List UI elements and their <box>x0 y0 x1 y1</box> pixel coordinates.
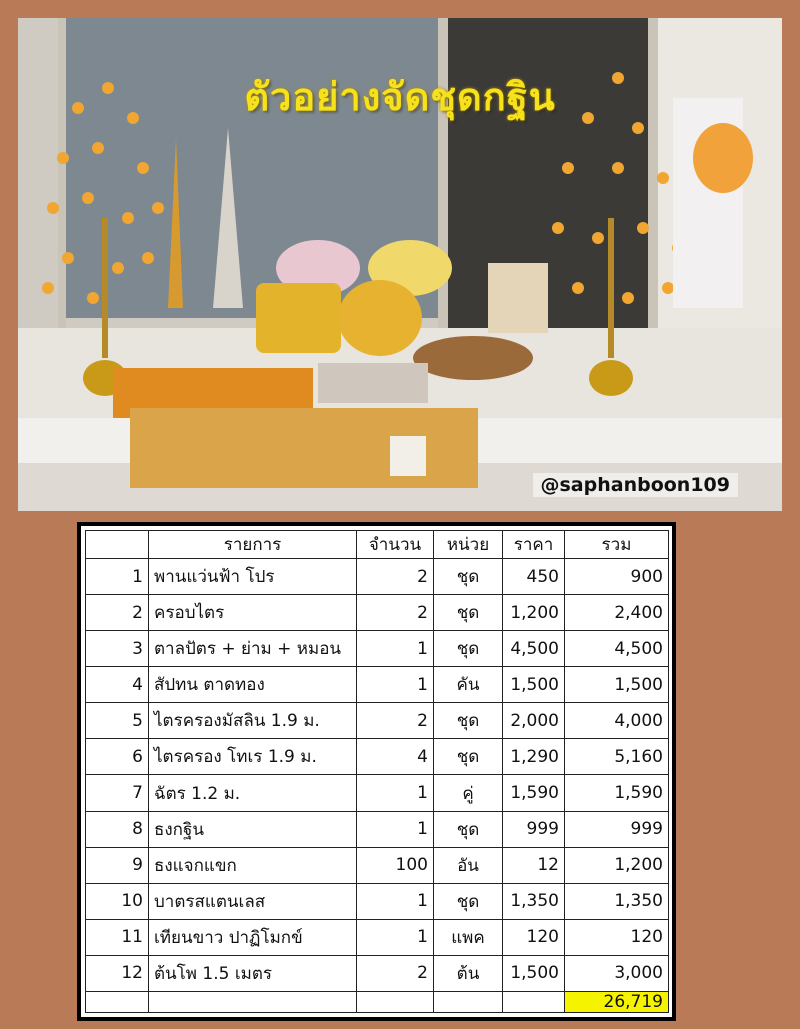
row-quantity: 1 <box>357 811 434 847</box>
header-item: รายการ <box>149 531 357 559</box>
total-empty-cell <box>357 992 434 1013</box>
row-quantity: 1 <box>357 919 434 955</box>
row-item-name: ไตรครองมัสลิน 1.9 ม. <box>149 703 357 739</box>
row-item-name: บาตรสแตนเลส <box>149 883 357 919</box>
row-price: 12 <box>503 847 565 883</box>
row-index: 11 <box>86 919 149 955</box>
row-unit: แพค <box>434 919 503 955</box>
table-row <box>86 847 669 883</box>
shop-handle: @saphanboon109 <box>533 473 739 497</box>
row-subtotal: 120 <box>565 919 669 955</box>
row-item-name: ตาลปัตร + ย่าม + หมอน <box>149 631 357 667</box>
header-price: ราคา <box>503 531 565 559</box>
header-total: รวม <box>565 531 669 559</box>
row-unit: ชุด <box>434 559 503 595</box>
row-quantity: 1 <box>357 775 434 811</box>
table-row <box>86 919 669 955</box>
row-unit: ชุด <box>434 811 503 847</box>
row-index: 12 <box>86 955 149 991</box>
row-subtotal: 1,350 <box>565 883 669 919</box>
row-index: 2 <box>86 595 149 631</box>
table-row <box>86 955 669 991</box>
row-quantity: 2 <box>357 595 434 631</box>
row-index: 7 <box>86 775 149 811</box>
row-index: 8 <box>86 811 149 847</box>
row-item-name: สัปทน ตาดทอง <box>149 667 357 703</box>
row-item-name: พานแว่นฟ้า โปร <box>149 559 357 595</box>
row-subtotal: 3,000 <box>565 955 669 991</box>
price-table-frame <box>77 522 676 1021</box>
row-subtotal: 999 <box>565 811 669 847</box>
row-subtotal: 1,500 <box>565 667 669 703</box>
total-empty-cell <box>503 992 565 1013</box>
row-unit: ชุด <box>434 703 503 739</box>
row-index: 10 <box>86 883 149 919</box>
row-quantity: 4 <box>357 739 434 775</box>
table-row <box>86 631 669 667</box>
row-price: 450 <box>503 559 565 595</box>
row-price: 1,500 <box>503 667 565 703</box>
row-item-name: ครอบไตร <box>149 595 357 631</box>
kathin-set-photo <box>18 18 782 511</box>
row-price: 1,590 <box>503 775 565 811</box>
photo-title: ตัวอย่างจัดชุดกฐิน <box>244 75 556 119</box>
table-header-row <box>86 531 669 559</box>
table-row <box>86 559 669 595</box>
row-unit: ชุด <box>434 739 503 775</box>
row-item-name: ไตรครอง โทเร 1.9 ม. <box>149 739 357 775</box>
row-item-name: ฉัตร 1.2 ม. <box>149 775 357 811</box>
row-price: 1,290 <box>503 739 565 775</box>
total-empty-cell <box>149 992 357 1013</box>
row-price: 120 <box>503 919 565 955</box>
row-subtotal: 900 <box>565 559 669 595</box>
row-price: 2,000 <box>503 703 565 739</box>
row-quantity: 2 <box>357 559 434 595</box>
row-unit: ชุด <box>434 883 503 919</box>
row-subtotal: 5,160 <box>565 739 669 775</box>
row-quantity: 2 <box>357 955 434 991</box>
total-empty-cell <box>434 992 503 1013</box>
row-item-name: เทียนขาว ปาฏิโมกข์ <box>149 919 357 955</box>
row-index: 3 <box>86 631 149 667</box>
row-index: 1 <box>86 559 149 595</box>
row-price: 4,500 <box>503 631 565 667</box>
table-row <box>86 811 669 847</box>
header-index <box>86 531 149 559</box>
row-item-name: ธงแจกแขก <box>149 847 357 883</box>
header-quantity: จำนวน <box>357 531 434 559</box>
table-row <box>86 595 669 631</box>
table-row <box>86 667 669 703</box>
table-row <box>86 775 669 811</box>
row-subtotal: 4,500 <box>565 631 669 667</box>
table-row <box>86 883 669 919</box>
row-quantity: 1 <box>357 667 434 703</box>
row-unit: ชุด <box>434 631 503 667</box>
row-subtotal: 4,000 <box>565 703 669 739</box>
row-index: 4 <box>86 667 149 703</box>
row-subtotal: 1,200 <box>565 847 669 883</box>
row-price: 1,500 <box>503 955 565 991</box>
row-subtotal: 2,400 <box>565 595 669 631</box>
row-quantity: 2 <box>357 703 434 739</box>
row-unit: อัน <box>434 847 503 883</box>
grand-total: 26,719 <box>565 992 669 1013</box>
row-quantity: 1 <box>357 631 434 667</box>
row-index: 6 <box>86 739 149 775</box>
price-table-panel <box>81 526 672 1017</box>
row-unit: ต้น <box>434 955 503 991</box>
table-row <box>86 739 669 775</box>
table-row <box>86 703 669 739</box>
row-unit: คู่ <box>434 775 503 811</box>
total-row <box>86 992 669 1013</box>
row-item-name: ต้นโพ 1.5 เมตร <box>149 955 357 991</box>
row-quantity: 1 <box>357 883 434 919</box>
row-unit: คัน <box>434 667 503 703</box>
price-table <box>85 530 669 1013</box>
row-unit: ชุด <box>434 595 503 631</box>
total-empty-cell <box>86 992 149 1013</box>
header-unit: หน่วย <box>434 531 503 559</box>
row-price: 1,200 <box>503 595 565 631</box>
row-index: 9 <box>86 847 149 883</box>
row-price: 999 <box>503 811 565 847</box>
row-price: 1,350 <box>503 883 565 919</box>
row-subtotal: 1,590 <box>565 775 669 811</box>
row-item-name: ธงกฐิน <box>149 811 357 847</box>
row-index: 5 <box>86 703 149 739</box>
row-quantity: 100 <box>357 847 434 883</box>
